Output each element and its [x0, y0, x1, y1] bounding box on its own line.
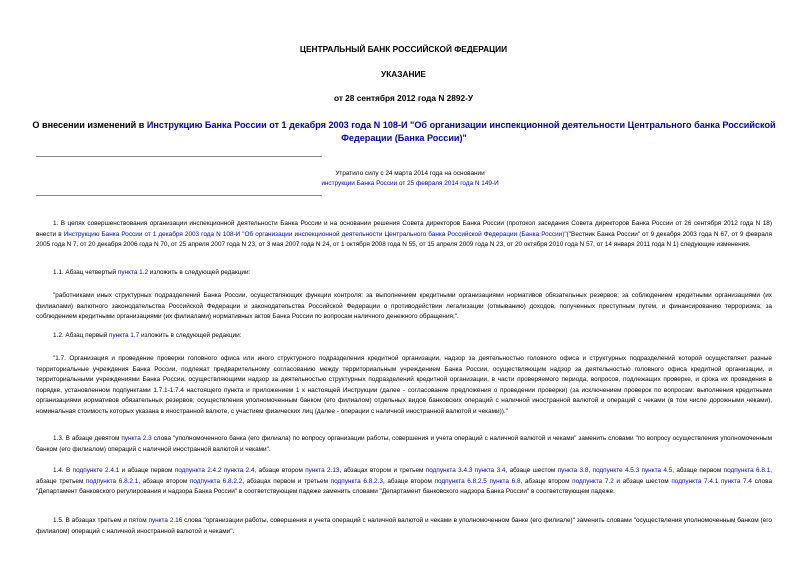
paragraph-1-4-link[interactable]: подпункта 7.2: [572, 477, 614, 485]
paragraph-1-4-text: 1.4. В: [53, 467, 73, 474]
paragraph-1-4-text: , абзаце втором: [138, 477, 190, 485]
paragraph-1-link[interactable]: Инструкцию Банка России от 1 декабря 2003 года N 108-И "Об организации инспекционной деятельности Центрального банка Российской Федерации (Банка России)": [63, 230, 567, 238]
divider-top: [36, 156, 322, 157]
paragraph-1-3-text-end: слова "уполномоченного банка (его филиала) по вопросу организации работы, совершения и учета операций с наличной валютой и чеками" заменить словами "по вопросу осуществления уполномоченным банком (его филиалом) операций с наличной иностранной валютой и чеками".: [36, 435, 772, 453]
paragraph-1-4-text: , абзаце первом: [672, 467, 724, 474]
paragraph-1-4-link[interactable]: подпункте 4.5.3: [592, 467, 640, 474]
repeal-note-text: Утратило силу с 24 марта 2014 года на основании: [335, 170, 485, 177]
paragraph-1-text: 1. В целях совершенствования организации инспекционной деятельности Банка России и на основании решения Совета директоров Банка России (протокол заседания Совета директоров Банка России от 26 сентября 2012 года N 18) внести в: [36, 220, 772, 238]
paragraph-1-4-link[interactable]: подпункта 6.8.2.1: [86, 477, 139, 485]
paragraph-1-4-text: , абзацах втором и третьем: [339, 467, 426, 474]
paragraph-1-4-text: , абзаце втором: [254, 467, 306, 474]
title-prefix: О внесении изменений в: [32, 120, 147, 130]
paragraph-1-4-link[interactable]: пункта 3.8: [557, 467, 589, 474]
paragraph-1-1-link[interactable]: пункта 1.2: [117, 269, 149, 276]
paragraph-1-3-text: 1.3. В абзаце девятом: [53, 435, 122, 442]
paragraph-1-4-text: и абзаце первом: [119, 467, 175, 474]
paragraph-1-4-text: , абзаце третьем: [36, 467, 773, 485]
doc-type-heading: УКАЗАНИЕ: [381, 69, 426, 79]
paragraph-1-4-link[interactable]: пункта 4.5: [641, 467, 673, 474]
paragraph-1-4-link[interactable]: пункта 6.8: [489, 477, 521, 485]
paragraph-1-4-link[interactable]: подпункта 7.4.1: [671, 477, 719, 485]
paragraph-1-5: [36, 516, 772, 537]
paragraph-1-4-text: , абзацах первом и третьем: [242, 477, 331, 485]
paragraph-1-2-text: 1.2. Абзац первый: [53, 332, 110, 339]
title-instruction-link[interactable]: Инструкцию Банка России от 1 декабря 2003 года N 108-И "Об организации инспекционной деятельности Центрального банка Российской Федерации (Банка России)": [146, 120, 776, 143]
paragraph-1-3: [36, 434, 772, 455]
paragraph-1-text-end: ("Вестник Банка России" от 9 декабря 2003 года N 67, от 9 февраля 2005 года N 7, от 20 декабря 2006 года N 70, от 25 апреля 2007 года N 23, от 3 мая 2007 года N 24, от 1 октября 2008 года N 55, от 15 апреля 2009 года N 23, от 20 октября 2010 года N 57, от 14 января 2011 года N 1) следующие изменения.: [36, 230, 772, 249]
date-number-heading: от 28 сентября 2012 года N 2892-У: [333, 93, 474, 103]
paragraph-1-4-link[interactable]: подпункта 6.8.2.3: [330, 477, 383, 485]
paragraph-1-1: [36, 268, 772, 279]
paragraph-1-4-link[interactable]: подпункта 6.8.2.2: [189, 477, 243, 485]
paragraph-1-4-link[interactable]: пункта 2.4: [223, 467, 255, 474]
paragraph-1-4-link[interactable]: подпункта 3.4.3: [425, 467, 473, 474]
paragraph-1: [36, 219, 772, 251]
quote-1: "работниками иных структурных подразделений Банка России, осуществляющих функции контроля: за выполнением кредитными организациями нормативов обязательных резервов; за соблюдением кредитными организациями (их филиалами) валютного законодательства Российской Федерации и законодательства Российской Федерации о противодействии легализации (отмыванию) доходов, полученных преступным путем, и финансированию терроризма; за соблюдением кредитными организациями (их филиалами) нормативных актов Банка России по вопросам наличного денежного обращения;".: [36, 292, 772, 321]
paragraph-1-4-text: ,: [588, 467, 593, 474]
repeal-note-link[interactable]: инструкции Банка России от 25 февраля 2014 года N 149-И: [321, 180, 499, 187]
quote-2: "1.7. Организация и проведение проверки головного офиса или иного структурного подразделения кредитной организации, надзор за деятельностью головного офиса и структурных подразделений которой осуществляет разные территориальные учреждения Банка России, подлежат предварительному согласованию между территориальным учреждением Банка России, осуществляющим надзор за деятельностью головного офиса кредитной организации, и территориальными учреждениями Банка России, осуществляющими надзор за деятельностью структурных подразделений кредитной организации, в части проверяемого периода, вопросов, подлежащих проверке, и срока их проведения в порядке, установленном подпунктами 1.7.1-1.7.4 настоящего пункта и приложением 1 к настоящей Инструкции (далее - согласование предложения о проведении проверки) (за исключением проверок по вопросам: выполнения кредитными организациями нормативов обязательных резервов; осуществления уполномоченным банком (его филиалом) отдельных видов банковских операций с наличной иностранной валютой и операций с чеками (в том числе дорожными чеками), номинальная стоимость которых указана в иностранной валюте, с участием физических лиц (далее - операции с наличной иностранной валютой и чеками)).": [36, 355, 772, 415]
paragraph-1-5-text: 1.5. В абзацах третьем и пятом: [53, 517, 149, 524]
paragraph-1-4: [36, 466, 772, 498]
paragraph-1-4-text: , абзаце втором: [382, 477, 435, 485]
paragraph-1-5-link[interactable]: пункта 2.16: [148, 517, 183, 524]
paragraph-1-4-link[interactable]: подпункте 2.4.1: [72, 467, 120, 474]
paragraph-1-1-text: 1.1. Абзац четвертый: [53, 269, 118, 276]
paragraph-1-4-text: слова "Департамент банковского регулирования и надзора Банка России" в соответствующем падеже заменить словами "Департамент банковского надзора Банка России" в соответствующем падеже.: [36, 477, 773, 496]
repeal-note: [300, 169, 520, 189]
paragraph-1-5-text-end: слова "организации работы, совершения и учета операций с наличной валютой и чеками в уполномоченном банке (его филиале)" заменить словами "осуществления уполномоченным банком (его филиалом) операций с наличной иностранной валютой и чеками".: [36, 517, 772, 535]
paragraph-1-4-link[interactable]: подпункта 2.4.2: [174, 467, 222, 474]
paragraph-1-4-text: , абзаце втором: [520, 477, 573, 485]
paragraph-1-4-link[interactable]: подпункта 6.8.2.5: [434, 477, 487, 485]
paragraph-1-4-link[interactable]: пункта 2.13: [305, 467, 340, 474]
paragraph-1-4-text: и абзаце шестом: [613, 477, 672, 485]
paragraph-1-3-link[interactable]: пункта 2.3: [121, 435, 152, 442]
paragraph-1-4-link[interactable]: пункта 3.4: [474, 467, 506, 474]
divider-bottom: [36, 195, 322, 196]
paragraph-1-1-text-end: изложить в следующей редакции:: [148, 269, 251, 276]
paragraph-1-4-text: , абзаце шестом: [505, 467, 558, 474]
paragraph-1-2-link[interactable]: пункта 1.7: [109, 332, 140, 339]
org-heading: ЦЕНТРАЛЬНЫЙ БАНК РОССИЙСКОЙ ФЕДЕРАЦИИ: [299, 44, 508, 54]
paragraph-1-2-text-end: изложить в следующей редакции:: [139, 332, 242, 339]
page-title: [24, 119, 784, 145]
paragraph-1-4-link[interactable]: пункта 7.4: [720, 477, 752, 485]
paragraph-1-4-link[interactable]: подпункта 6.8.1: [723, 467, 771, 474]
paragraph-1-2: [36, 331, 772, 342]
